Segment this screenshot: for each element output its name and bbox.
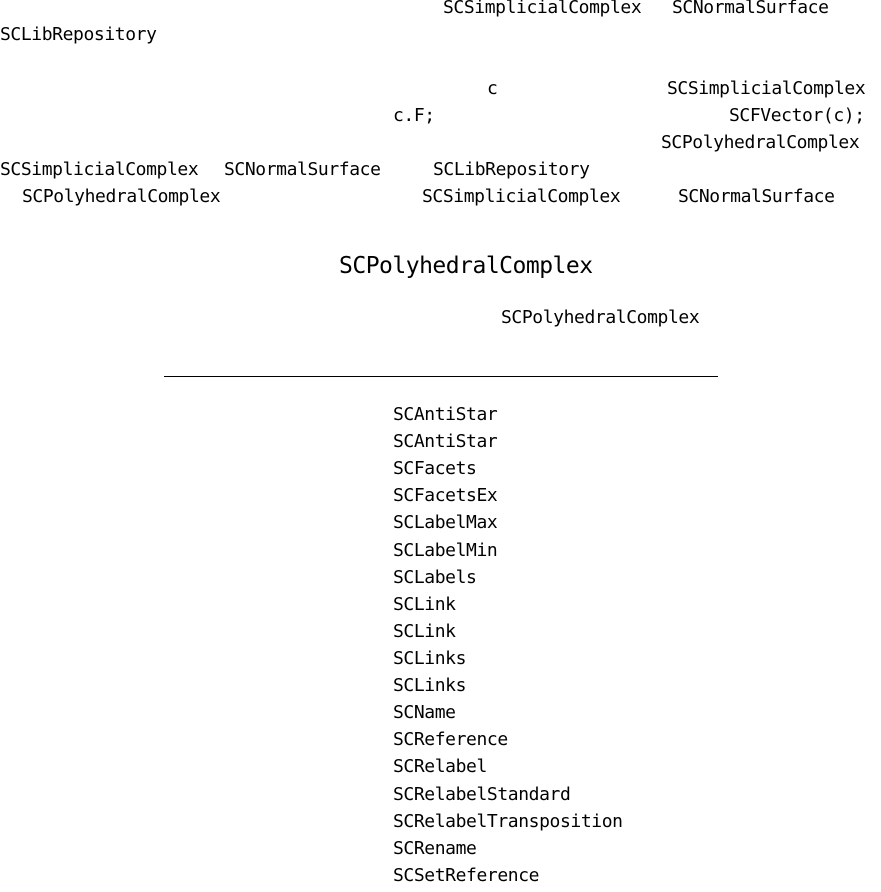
list-item: SCAntiStar [393, 431, 498, 453]
divider [164, 376, 718, 377]
code-snippet: c.F; [393, 105, 435, 126]
code-variable: c [487, 78, 498, 99]
type-name: SCSimplicialComplex [667, 78, 866, 99]
list-item: SCLinks [393, 675, 467, 697]
type-name: SCLibRepository [0, 24, 157, 45]
section-title: SCPolyhedralComplex [339, 253, 593, 279]
list-item: SCLabels [393, 566, 477, 588]
list-item: SCRelabelStandard [393, 783, 571, 805]
type-name: SCNormalSurface [224, 159, 381, 180]
code-snippet: SCFVector(c); [729, 105, 865, 126]
list-item: SCLabelMin [393, 539, 498, 561]
list-item: SCRename [393, 837, 477, 859]
type-name: SCPolyhedralComplex [661, 132, 860, 153]
type-name: SCLibRepository [433, 159, 590, 180]
list-item: SCRelabelTransposition [393, 810, 623, 832]
type-name: SCSimplicialComplex [422, 186, 621, 207]
list-item: SCFacetsEx [393, 485, 498, 507]
type-name: SCNormalSurface [672, 0, 829, 18]
list-item: SCLabelMax [393, 512, 498, 534]
list-item: SCAntiStar [393, 404, 498, 425]
function-list [393, 404, 623, 892]
type-name: SCSimplicialComplex [0, 159, 199, 180]
list-item: SCLink [393, 620, 456, 642]
type-name: SCNormalSurface [678, 186, 835, 207]
list-item: SCRelabel [393, 756, 487, 778]
list-item: SCName [393, 702, 456, 724]
list-item: SCLink [393, 593, 456, 615]
list-item: SCFacets [393, 458, 477, 480]
list-item: SCReference [393, 729, 508, 751]
section-subtitle: SCPolyhedralComplex [501, 307, 700, 328]
type-name: SCSimplicialComplex [443, 0, 642, 18]
list-item: SCSetReference [393, 864, 540, 886]
type-name: SCPolyhedralComplex [22, 186, 221, 207]
list-item: SCLinks [393, 647, 467, 669]
